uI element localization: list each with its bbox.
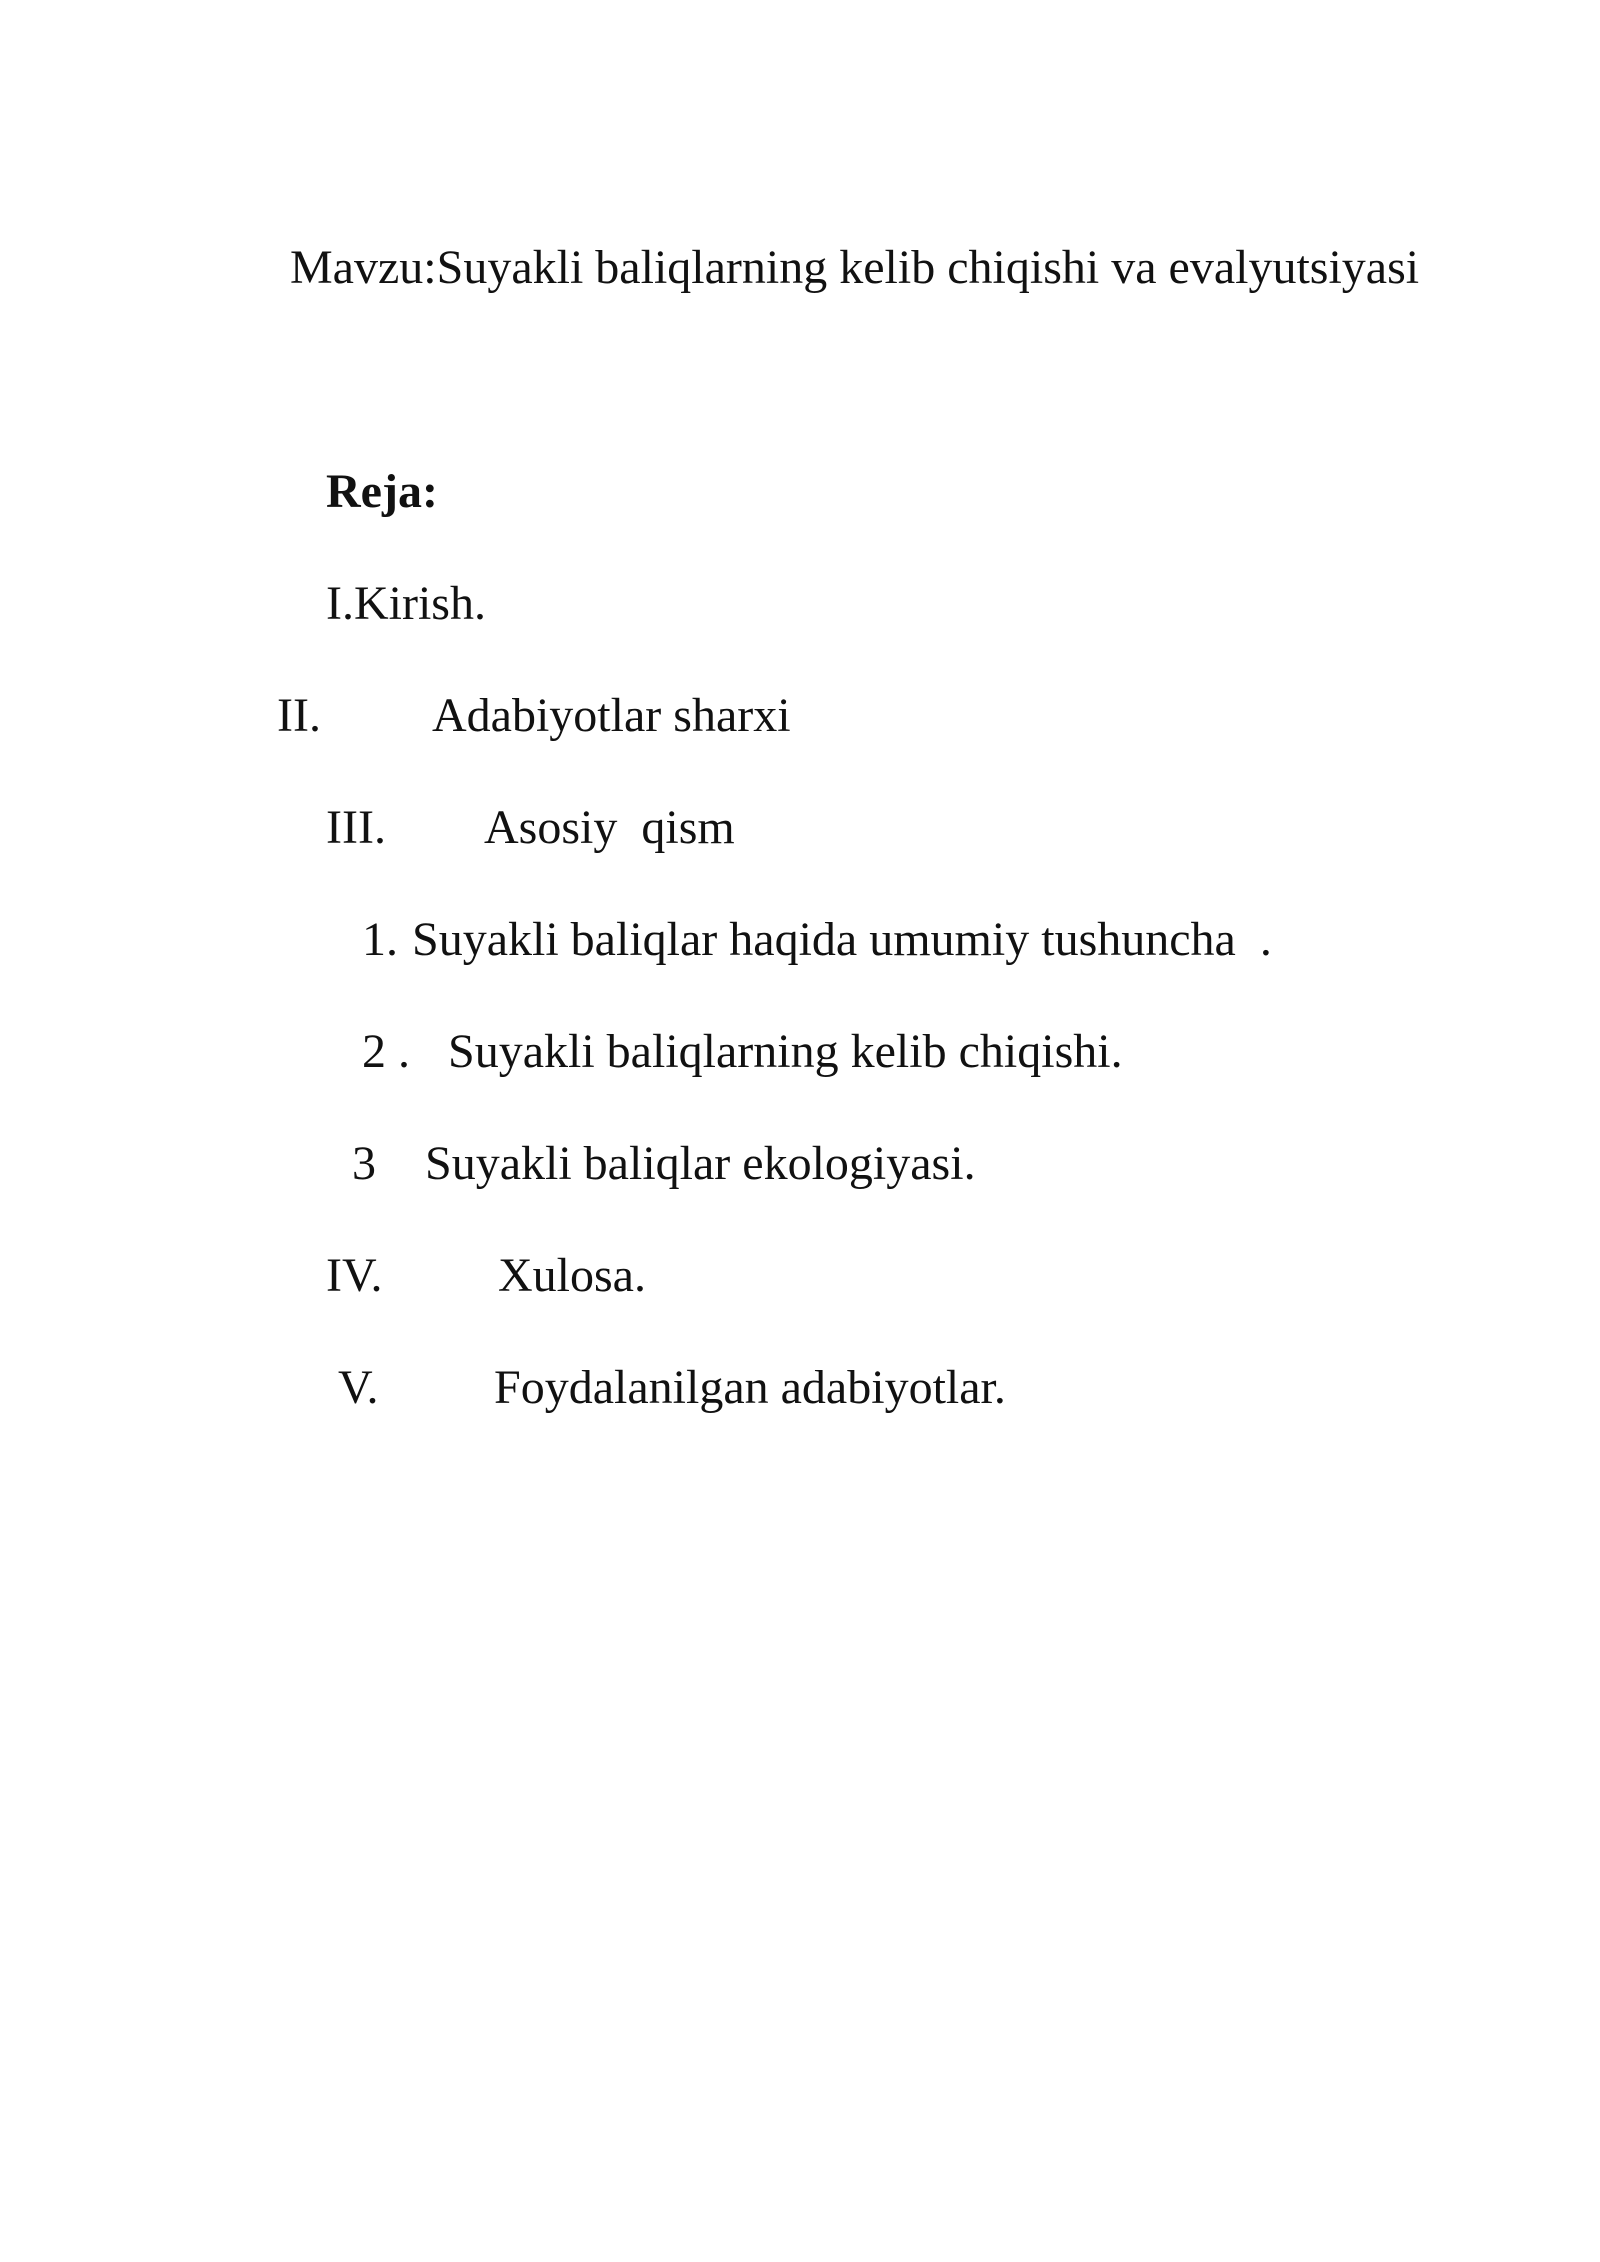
plan-item-number: V. — [338, 1361, 379, 1414]
document-title: Mavzu:Suyakli baliqlarning kelib chiqishi va evalyutsiyasi — [290, 241, 1420, 294]
plan-item-text: Adabiyotlar sharxi — [432, 689, 791, 742]
plan-subitem-number: 3 — [352, 1137, 376, 1190]
plan-subitem-text: Suyakli baliqlarning kelib chiqishi. — [448, 1025, 1123, 1078]
plan-item-number: III. — [326, 801, 386, 854]
plan-subitem-text: Suyakli baliqlar haqida umumiy tushuncha . — [412, 913, 1272, 966]
plan-heading: Reja: — [326, 465, 438, 518]
plan-item-kirish: I.Kirish. — [326, 577, 486, 630]
plan-item-number: IV. — [326, 1249, 383, 1302]
plan-subitem-number: 1. — [362, 913, 398, 966]
plan-item-text: Xulosa. — [498, 1249, 646, 1302]
plan-subitem-number: 2 . — [362, 1025, 410, 1078]
plan-item-number: II. — [277, 689, 321, 742]
plan-item-text: Foydalanilgan adabiyotlar. — [494, 1361, 1006, 1414]
plan-subitem-text: Suyakli baliqlar ekologiyasi. — [425, 1137, 976, 1190]
plan-item-text: Asosiy qism — [484, 801, 735, 854]
